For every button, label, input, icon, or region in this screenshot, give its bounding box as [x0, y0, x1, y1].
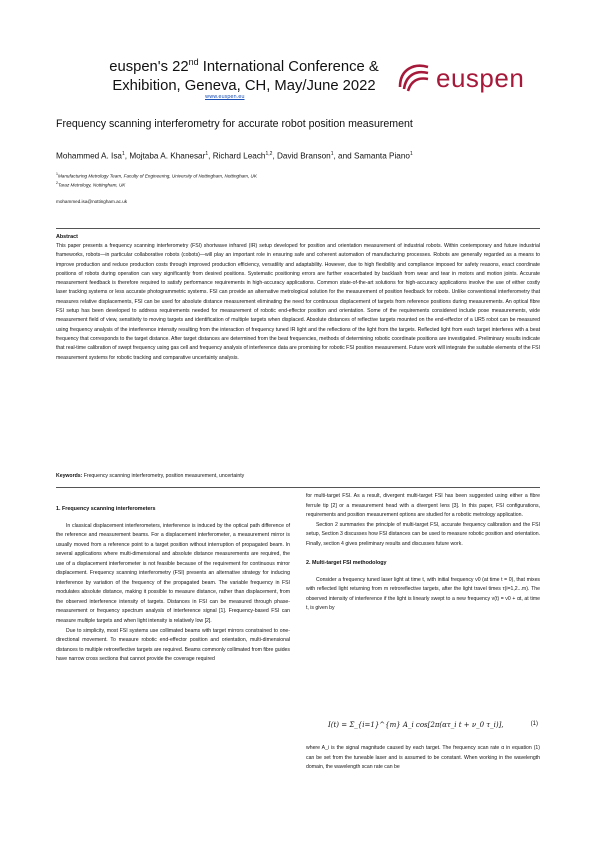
abstract-text: This paper presents a frequency scanning interferometry (FSI) shortwave infrared (IR) setup developed for position and orientation measurement of industrial robots. Within contemporary and future industrial frameworks, robots—in particular collaborative robots (cobots)—will play an important role in ensuring safe and coherent automation of manufacturing processes. Robots are generally regarded as a means to improve production and reduce production costs through improved production efficiency, versatility and adaptability. However, due to high flexibility and compliance imposed for safety reasons, exact coordinate positions of robots during operation can vary significantly from desired positions. Systematic positioning errors are further exacerbated by backlash from wear and tear in motors and motion joints. Accurate measurement feedback is therefore required to satisfy performance requirements in high-accuracy applications. Common state-of-the-art solutions for high-accuracy applications involve the use of either costly laser tracking systems or less accurate photogrammetric systems. FSI can provide an alternative metrological solution for the measurement of position feedback for robots. Unlike conventional interferometry that measures relative displacements, FSI can be used for absolute distance measurement eliminating the need for continuous displacement of targets from reference positions during measurements. An optical fibre FSI setup has been developed to address requirements needed for measurement of robotic end-effector position and orientation. Some of the requirements considered include pose measurements, wide measurement field of view, sensitivity to moving targets and identification of multiple targets when displaced. Absolute distances of reflective targets mounted on the end-effector of a UR5 robot can be measured using frequency analysis of the interference intensity resulting from the interaction of frequency tuned IR light and the reflections of the light from the targets. Reflected light from each target interferes with a beat frequency that corresponds to the target distance. After target distances are determined from the beat frequencies, methods of determining robotic coordinate positions are investigated. Preliminary results indicate that real-time calibration of swept frequency using gas cell and frequency analysis of interference data are promising for robotic FSI position measurement. Future work will integrate the suitable elements of the FSI measurement systems for robotic tracking and comparative uncertainty analysis.	[56, 243, 540, 361]
conference-title: euspen's 22nd International Conference & Exhibition, Geneva, CH, May/June 2022	[109, 57, 379, 94]
author: Mojtaba A. Khanesar	[129, 151, 206, 161]
abstract-heading: Abstract	[56, 234, 78, 240]
equation-body: I(t) = Σ_{i=1}^{m} A_i cos[2π(ατ_i t + ν_0 τ_i)],	[328, 721, 504, 729]
section-heading: 1. Frequency scanning interferometers	[56, 506, 156, 512]
paragraph: where A_i is the signal magnitude caused by each target. The frequency scan rate α in equation (1) can be set from the tuneable laser and is assumed to be constant. When working in the wavelength domain, the wavelength scan rate can be	[306, 745, 540, 771]
conference-url-link[interactable]: www.euspen.eu	[205, 94, 245, 100]
paragraph: for multi-target FSI. As a result, divergent multi-target FSI has been suggested using either a fibre ferrule tip [2] or a measurement head with a divergent lens [3]. In this paper, FSI configurations, requirements and position measurement options are studied for a robotic metrology application.	[306, 493, 540, 519]
equation-number: (1)	[530, 721, 538, 727]
paragraph: Consider a frequency tuned laser light at time t, with initial frequency ν0 (at time t = 0), that mixes with reflected light returning from m retroreflective targets, after the light travel times τ(i=1,2...m). The observed intensity of interference if the light is linearly swept to a new frequency ν(t) = ν0 + αt, at time t, is given by	[306, 576, 540, 612]
logo-text: euspen	[436, 63, 525, 93]
author: Richard Leach	[212, 151, 266, 161]
euspen-logo-icon	[394, 59, 434, 95]
right-column-continued	[306, 744, 540, 773]
contact-email[interactable]: mohammed.isa@nottingham.ac.uk	[56, 199, 128, 204]
affiliation-2: $^2$Taraz Metrology, Nottingham, UK	[56, 181, 126, 188]
divider	[56, 228, 540, 229]
euspen-logo	[394, 59, 544, 95]
author: David Branson	[277, 151, 331, 161]
affiliation-1: $^1$Manufacturing Metrology Team, Faculty of Engineering, University of Nottingham, Nottingham, UK	[56, 172, 257, 179]
author: Mohammed A. Isa	[56, 151, 122, 161]
author-list: Mohammed A. Isa$^1$, Mojtaba A. Khanesar$^1$, Richard Leach$^{1,2}$, David Branson$^1$, and Samanta Piano$^1$	[56, 151, 413, 161]
keywords: Keywords: Frequency scanning interferometry, position measurement, uncertainty	[56, 473, 245, 479]
paragraph: Section 2 summaries the principle of multi-target FSI, accurate frequency calibration and the FSI setup, Section 3 discusses how FSI distances can be used to measure robotic position and orientation. Finally, section 4 gives preliminary results and discusses future work.	[306, 521, 540, 547]
right-column	[306, 492, 540, 614]
paragraph: Due to simplicity, most FSI systems use collimated beams with target mirrors constrained to one-directional movement. To measure robotic end-effector position and orientation, multi-dimensional distances to multiple retroreflective targets are required. Beams commonly collimated from fibre guides have narrow cross sections that cannot provide the coverage required	[56, 627, 290, 663]
paragraph: In classical displacement interferometers, interference is induced by the optical path difference of the reference and measurement beams. For a displacement interferometer, a measurement mirror is usually moved from a reference point to a target position without interruption of propagated beam. In several applications where multi-dimensional and absolute distance measurements are required, the use of a displacement interferometer is not feasible because of the requirement for continuous mirror displacement. Frequency scanning interferometry (FSI) presents an alternative strategy for inducing interference by variation of the frequency of the propagated beam. The variable frequency in FSI modulates absolute distance, making it possible to measure distance, rather than displacement, from the observed interference intensity of targets. Distances in FSI can be measured through phase-measurement or frequency spectrum analysis of interference signal [1]. Frequency-based FSI can measure multiple targets and when light intensity is relatively low [2].	[56, 522, 290, 625]
paper-title: Frequency scanning interferometry for accurate robot position measurement	[56, 118, 413, 130]
equation-1	[318, 717, 540, 737]
left-column	[56, 505, 290, 665]
section-heading: 2. Multi-target FSI methodology	[306, 560, 387, 567]
author: Samanta Piano	[353, 151, 410, 161]
divider	[56, 487, 540, 488]
